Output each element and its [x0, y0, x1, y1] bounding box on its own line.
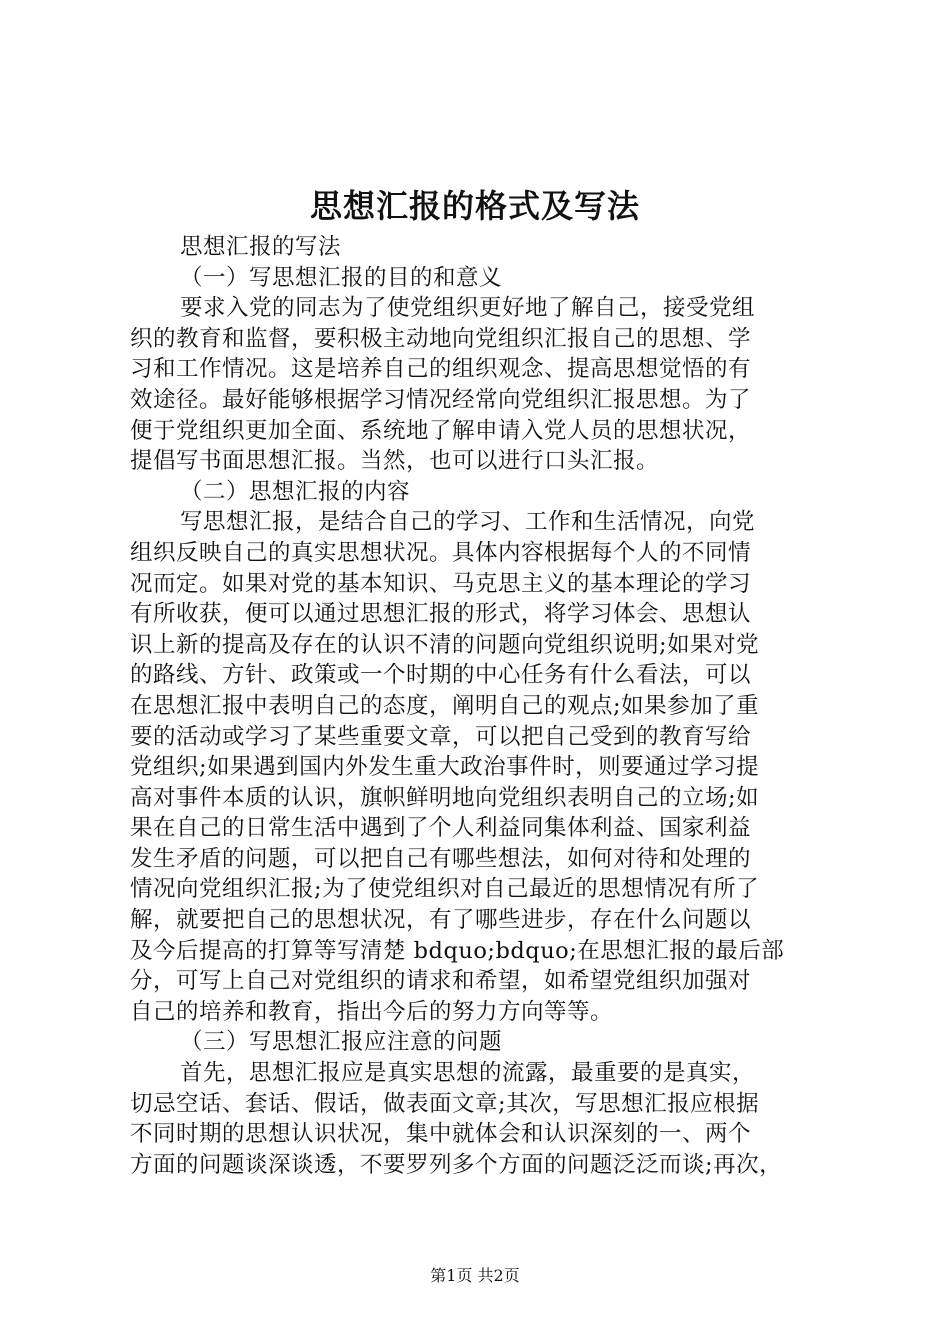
- paragraph-line: 在思想汇报中表明自己的态度，阐明自己的观点;如果参加了重: [130, 692, 760, 719]
- paragraph-line: 党组织;如果遇到国内外发生重大政治事件时，则要通过学习提: [130, 754, 760, 781]
- paragraph-line: 组织反映自己的真实思想状况。具体内容根据每个人的不同情: [130, 539, 752, 566]
- paragraph-line: 便于党组织更加全面、系统地了解申请入党人员的思想状况，: [130, 417, 752, 444]
- paragraph-line: 有所收获，便可以通过思想汇报的形式，将学习体会、思想认: [130, 601, 752, 628]
- paragraph-line: 高对事件本质的认识，旗帜鲜明地向党组织表明自己的立场;如: [130, 784, 760, 811]
- paragraph-line: 的路线、方针、政策或一个时期的中心任务有什么看法，可以: [130, 662, 752, 689]
- paragraph-line: 识上新的提高及存在的认识不清的问题向党组织说明;如果对党: [130, 631, 760, 658]
- paragraph-line: 要的活动或学习了某些重要文章，可以把自己受到的教育写给: [130, 723, 752, 750]
- paragraph-line: 首先，思想汇报应是真实思想的流露，最重要的是真实，: [180, 1060, 756, 1087]
- paragraph-line: 要求入党的同志为了使党组织更好地了解自己，接受党组: [180, 295, 756, 322]
- subsection-heading: （一）写思想汇报的目的和意义: [180, 264, 503, 291]
- page-footer: 第1页 共2页: [430, 1266, 520, 1285]
- document-title: 思想汇报的格式及写法: [309, 187, 640, 225]
- paragraph-line: 织的教育和监督，要积极主动地向党组织汇报自己的思想、学: [130, 325, 752, 352]
- paragraph-line: 及今后提高的打算等写清楚 bdquo;bdquo;在思想汇报的最后部: [130, 937, 785, 964]
- paragraph-line: 发生矛盾的问题，可以把自己有哪些想法，如何对待和处理的: [130, 845, 752, 872]
- paragraph-line: 提倡写书面思想汇报。当然，也可以进行口头汇报。: [130, 448, 660, 475]
- paragraph-line: 切忌空话、套话、假话，做表面文章;其次，写思想汇报应根据: [130, 1090, 760, 1117]
- paragraph-line: 方面的问题谈深谈透，不要罗列多个方面的问题泛泛而谈;再次，: [130, 1151, 783, 1178]
- paragraph-line: 果在自己的日常生活中遇到了个人利益同集体利益、国家利益: [130, 815, 752, 842]
- section-heading: 思想汇报的写法: [180, 234, 342, 260]
- document-body: [130, 232, 830, 1180]
- paragraph-line: 自己的培养和教育，指出今后的努力方向等等。: [130, 998, 614, 1025]
- paragraph-line: 不同时期的思想认识状况，集中就体会和认识深刻的一、两个: [130, 1121, 752, 1148]
- paragraph-line: 况而定。如果对党的基本知识、马克思主义的基本理论的学习: [130, 570, 752, 597]
- paragraph-line: 习和工作情况。这是培养自己的组织观念、提高思想觉悟的有: [130, 356, 752, 383]
- paragraph-line: 写思想汇报，是结合自己的学习、工作和生活情况，向党: [180, 509, 756, 536]
- paragraph-line: 分，可写上自己对党组织的请求和希望，如希望党组织加强对: [130, 968, 752, 995]
- subsection-heading: （二）思想汇报的内容: [180, 478, 411, 505]
- paragraph-line: 解，就要把自己的思想状况，有了哪些进步，存在什么问题以: [130, 907, 752, 934]
- subsection-heading: （三）写思想汇报应注意的问题: [180, 1029, 503, 1056]
- paragraph-line: 效途径。最好能够根据学习情况经常向党组织汇报思想。为了: [130, 386, 752, 413]
- paragraph-line: 情况向党组织汇报;为了使党组织对自己最近的思想情况有所了: [130, 876, 760, 903]
